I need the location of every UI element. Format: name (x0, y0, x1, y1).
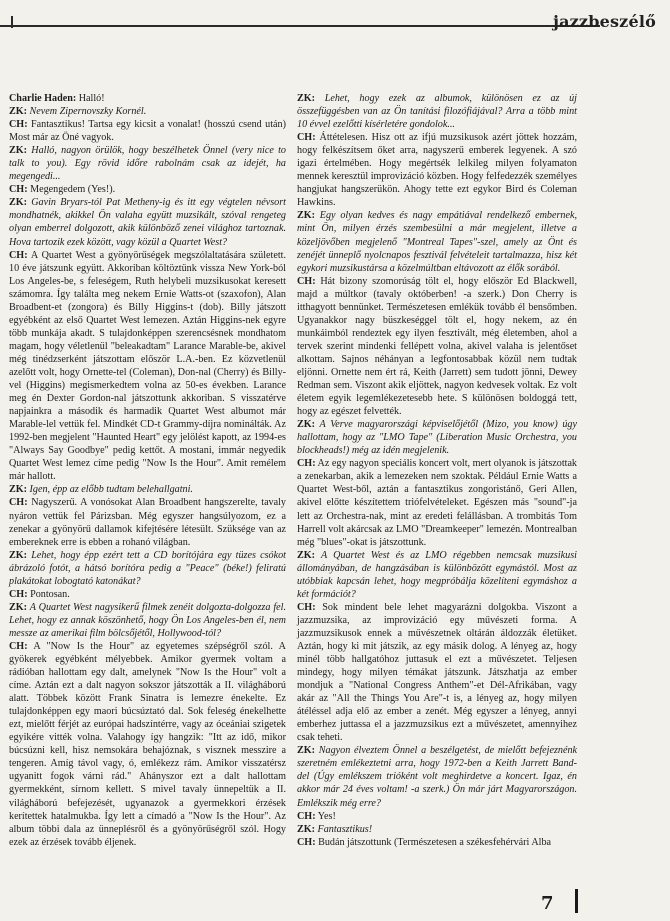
paragraph-text: A Quartet West a gyönyörűségek megszólaltatására született. 10 éve játszunk együtt. Akkoriban költöztünk vissza New York-ból Los Angeles-be, s feleségem, Ruth helybeli muzsikusokat keresett számomra. Így találta meg nekem Ernie Watts-ot (szaxofon), Alan Broadbent-et (zongora) és Billy Higgins-t (dob). Billy játszott egyébként az első Quartet West lemezen. Aztán Higgins-nek egyre több munkája akadt. S tulajdonképpen szerencsésnek mondhatom magam, hogy véletlenül "beleakadtam" Larance Marable-be, akivel még tinédzserként játszottam először L.A.-ben. Ez közvetlenül azelőtt volt, hogy Ornette-tel (Coleman), Don-nal (Cherry) és Billy-vel (Higgins) megismerkedtem volna az 50-es években. Larance meg én Dexter Gordon-nal játszottunk akkoriban. S visszatérve napjainkra a második és harmadik Quartet West albumot már Marable-lel vettük fel. Mindkét CD-t Grammy-díjra nominálták. Az 1992-ben megjelent "Haunted Heart" egy jelölést kapott, az 1994-es "Always Say Goodbye" pedig kettőt. A mostani, immár negyedik Quartet West lemez címe pedig "Now Is the Hour". Amit remélem már hallott. (9, 249, 286, 483)
paragraph-text: Yes! (315, 810, 336, 822)
speaker-label: CH: (9, 119, 28, 131)
paragraph-text: Igen, épp az előbb tudtam belehallgatni. (27, 484, 193, 496)
page-number-bar (575, 889, 578, 913)
header-rule (0, 25, 600, 27)
speaker-label: ZK: (9, 106, 28, 118)
speaker-label: CH: (297, 810, 316, 822)
interview-paragraph (9, 196, 286, 248)
interview-paragraph (297, 418, 577, 457)
speaker-label: CH: (9, 249, 28, 261)
speaker-label: CH: (9, 640, 28, 652)
interview-paragraph (297, 601, 577, 745)
interview-paragraph (9, 496, 286, 548)
paragraph-text: Áttételesen. Hisz ott az ifjú muzsikusok azért jöttek hozzám, hogy felkészítsem őket arra, nagyszerű emberek legyenek. A szó igazi értelmében. Hogy megértsék lelkileg milyen folyamaton mennek keresztül improvizáció közben. Hogy felfedezzék személyes hangjukat hangszerükön. Ahogy tette ezt egykor Bird és Coleman Hawkins. (297, 132, 577, 209)
interview-paragraph (9, 92, 286, 105)
speaker-label: ZK: (9, 549, 28, 561)
interview-paragraph (297, 810, 577, 823)
interview-paragraph (9, 118, 286, 144)
left-column (9, 92, 286, 849)
interview-paragraph (297, 209, 577, 274)
paragraph-text: Nagyon élveztem Önnel a beszélgetést, de mielőtt befejeznénk szeretném emlékeztetni arra, hogy 1972-ben a Keith Jarrett Band-del (Úgy emlékszem trióként volt meghirdetve a koncert. Igaz, én akkor már 24 éves voltam! -a szerk.) Ön már járt Magyarországon. Emlékszik még erre? (297, 745, 577, 809)
interview-paragraph (9, 601, 286, 640)
paragraph-text: Hát bizony szomorúság tölt el, hogy először Ed Blackwell, majd a múltkor (tavaly októberben! -a szerk.) Don Cherry is itthagyott bennünket. Természetesen emlékük tovább él bensőmben. Ugyanakkor nagy büszkeséggel tölt el, hogy nekem, az én munkáimból rendeztek egy ilyen fesztivált, még életemben, ahol a tervek szerint mindenki fellépett volna, akivel valaha is jelentőset alkottam. Sajnos néhányan a legfontosabbak közül nem tudtak eljönni. Ornette nem ért rá, Keith (Jarrett) sem tudott jönni, Dewey Redman sem. Viszont akik eljöttek, nagyon kedvesek voltak. Ez volt életem egyik legemlékezetesebb hete. S különösen boldoggá tett, hogy az egészet felvették. (297, 275, 577, 418)
paragraph-text: A Quartet West nagysikerű filmek zenéit dolgozta-dolgozza fel. Lehet, hogy ez annak köszönhető, hogy Ön Los Angeles-ben él, nem messze az amerikai film bölcsőjétől, Hollywood-tól? (9, 601, 286, 639)
paragraph-text: A Verve magyarországi képviselőjétől (Mizo, you know) úgy hallottam, hogy az "LMO Tape" (Liberation Music Orchestra, you blockheads!) még az idén megjelenik. (297, 419, 577, 457)
paragraph-text: Halló, nagyon örülök, hogy beszélhetek Önnel (very nice to talk to you). Egy rövid időre rabolnám csak az idejét, ha megengedi... (9, 145, 286, 183)
speaker-label: ZK: (297, 93, 316, 104)
paragraph-text: Lehet, hogy ezek az albumok, különösen ez az új összefüggésben van az Ön tanítási filozófiájával? Arra a több mint 10 évvel ezelőtti kísérletére gondolok... (297, 93, 577, 131)
interview-paragraph (9, 105, 286, 118)
paragraph-text: Halló! (76, 93, 105, 104)
paragraph-text: Fantasztikus! (315, 823, 373, 835)
speaker-label: CH: (297, 601, 316, 613)
page-number: 7 (541, 893, 554, 914)
interview-paragraph (9, 640, 286, 849)
paragraph-text: A "Now Is the Hour" az egyetemes szépségről szól. A gyökerek egyébként mélyebbek. Amikor gyermek voltam a rádióban hallottam egy dalt, amelynek "Now Is the Hour" volt a címe. Aztán ezt a dalt nagyon sokszor játszották a II. világháború alatt. Többek között Frank Sinatra is lemezre énekelte. Ez tulajdonképpen egy maori búcsúztató dal. Sok feleség énekelhette ezt, mielőtt férjét az európai hadszíntérre, vagy az óceániai szigetek egyikére vitték volna. Valahogy így hangzik: "Itt az idő, mikor búcsúzni kell, hisz nemsokára behajóznak, s visznek messzire a tengeren. Amíg távol vagy, ó, emlékezz rám. Amikor visszatérsz ugyanitt fogok várni rád." Ahányszor ezt a dalt hallottam gyermekként, sírnom kellett. S mivel tavaly ünnepeltük a II. világháború befejezését, ugyanazok a gyermekkori érzések kerítettek hatalmukba. Így lett a címadó a "Now Is the Hour". Az album többi dala az ünneplésről és a gyönyörűségről szól. Hogy ezek az érzések tovább éljenek. (9, 640, 286, 848)
interview-paragraph (9, 549, 286, 588)
paragraph-text: Az egy nagyon speciális koncert volt, mert olyanok is játszottak a zenekarban, akik a lemezeken nem szoktak. Például Ernie Watts a Quartet West-ből, aztán a fantasztikus zongoristánő, Geri Allen, akivel előtte készítettem triófelvételeket. Egészen más "sound"-ja lett az Orchestra-nak, mint az eredeti felállásban. A trombitás Tom Harrell volt akárcsak az LMO "Dreamkeeper" lemezén. Montrealban még "blues"-okat is játszottunk. (297, 458, 577, 548)
paragraph-text: Sok mindent bele lehet magyarázni dolgokba. Viszont a jazzmuzsika, az improvizáció egy művészeti forma. A jazzmuzsikusok ennek a művészetnek oltárán áldozzák életüket. Aztán, hogy ki mit játszik, az egy másik dolog. A lényeg az, hogy minél több hallgatóhoz juttasuk el ezt a művészetet. Teljesen mindegy, hogy milyen témákat játszunk. Játszhatja az ember mondjuk a "National Congress Anthem"-et Dél-Afrikában, vagy akár az "All the Things You Are"-t is, a lényeg az, hogy milyen átéléssel adja elő az ember a zenét. Még egyszer a lényeg, annyi emberhez juttassa el a jazzmuzsikus ezt a művészetet, amennyihez csak teheti. (297, 601, 577, 744)
paragraph-text: Nagyszerű. A vonósokat Alan Broadbent hangszerelte, tavaly nyáron vettük fel Párizsban. Még egyszer hangsúlyozom, ez a zenekar a gyönyörű dallamok kifejtésére létesült. Szüksége van az embereknek erre is ebben a rohanó világban. (9, 497, 286, 548)
paragraph-text: Gavin Bryars-tól Pat Metheny-ig és itt egy végtelen névsort mondhatnék, akikkel Ön valaha együtt muzsikált, szóval rengeteg olyan emberrel dolgozott, akik különböző zenei világhoz tartoznak. Hova tartozik ezek között, vagy közül a Quartet West? (9, 197, 286, 248)
speaker-label: ZK: (297, 419, 316, 431)
speaker-label: CH: (297, 132, 316, 144)
speaker-label: CH: (9, 184, 28, 196)
speaker-label: CH: (9, 588, 28, 600)
section-title: jazzbeszélő (553, 12, 656, 31)
speaker-label: ZK: (297, 210, 316, 222)
paragraph-text: Pontosan. (27, 588, 70, 600)
interview-paragraph (297, 549, 577, 601)
speaker-label: ZK: (297, 745, 316, 757)
interview-paragraph (297, 131, 577, 209)
speaker-label: CH: (297, 836, 316, 848)
right-column (297, 92, 577, 849)
paragraph-text: Nevem Zipernovszky Kornél. (27, 106, 147, 118)
paragraph-text: Budán játszottunk (Természetesen a székesfehérvári Alba (315, 836, 552, 848)
interview-paragraph (9, 588, 286, 601)
speaker-label: CH: (9, 497, 28, 509)
interview-paragraph (297, 275, 577, 419)
speaker-label: ZK: (297, 549, 316, 561)
speaker-label: CH: (297, 275, 316, 287)
interview-paragraph (297, 744, 577, 809)
speaker-label: ZK: (9, 484, 28, 496)
paragraph-text: A Quartet West és az LMO régebben nemcsak muzsikusi állományában, de hangzásában is különbözött egymástól. Most az utóbbiak kapcsán lehet, hogy megpróbálja közelíteni egymáshoz a két formációt? (297, 549, 577, 600)
interview-paragraph (297, 457, 577, 548)
paragraph-text: Lehet, hogy épp ezért tett a CD borítójára egy tüzes csókot ábrázoló fotót, a hátsó borítóra pedig a "Peace" (béke!) feliratú plakátokat lobogtató katonákat? (9, 549, 286, 587)
interview-paragraph (297, 823, 577, 836)
speaker-label: ZK: (297, 823, 316, 835)
interview-paragraph (297, 92, 577, 131)
interview-paragraph (9, 144, 286, 183)
speaker-label: Charlie Haden: (9, 93, 77, 104)
speaker-label: CH: (297, 458, 316, 470)
speaker-label: ZK: (9, 601, 28, 613)
paragraph-text: Megengedem (Yes!). (27, 184, 116, 196)
paragraph-text: Egy olyan kedves és nagy empátiával rendelkező embernek, mint Ön, milyen érzés szembesülni a már megjelent, illetve a közeljövőben megjelenő "Montreal Tapes"-szel, amely az Önt és zenéjét ünneplő nyolcnapos fesztivál felvételeit tartalmazza, hisz két egykori muzsikustársa a közelmúltban eltávozott az élők sorából. (297, 210, 577, 274)
interview-paragraph (9, 183, 286, 196)
paragraph-text: Fantasztikus! Tartsa egy kicsit a vonalat! (hosszú csend után) Most már az Öné vagyok. (9, 119, 286, 144)
interview-paragraph (9, 249, 286, 484)
interview-paragraph (9, 483, 286, 496)
interview-paragraph (297, 836, 577, 849)
speaker-label: ZK: (9, 197, 28, 209)
speaker-label: ZK: (9, 145, 28, 157)
